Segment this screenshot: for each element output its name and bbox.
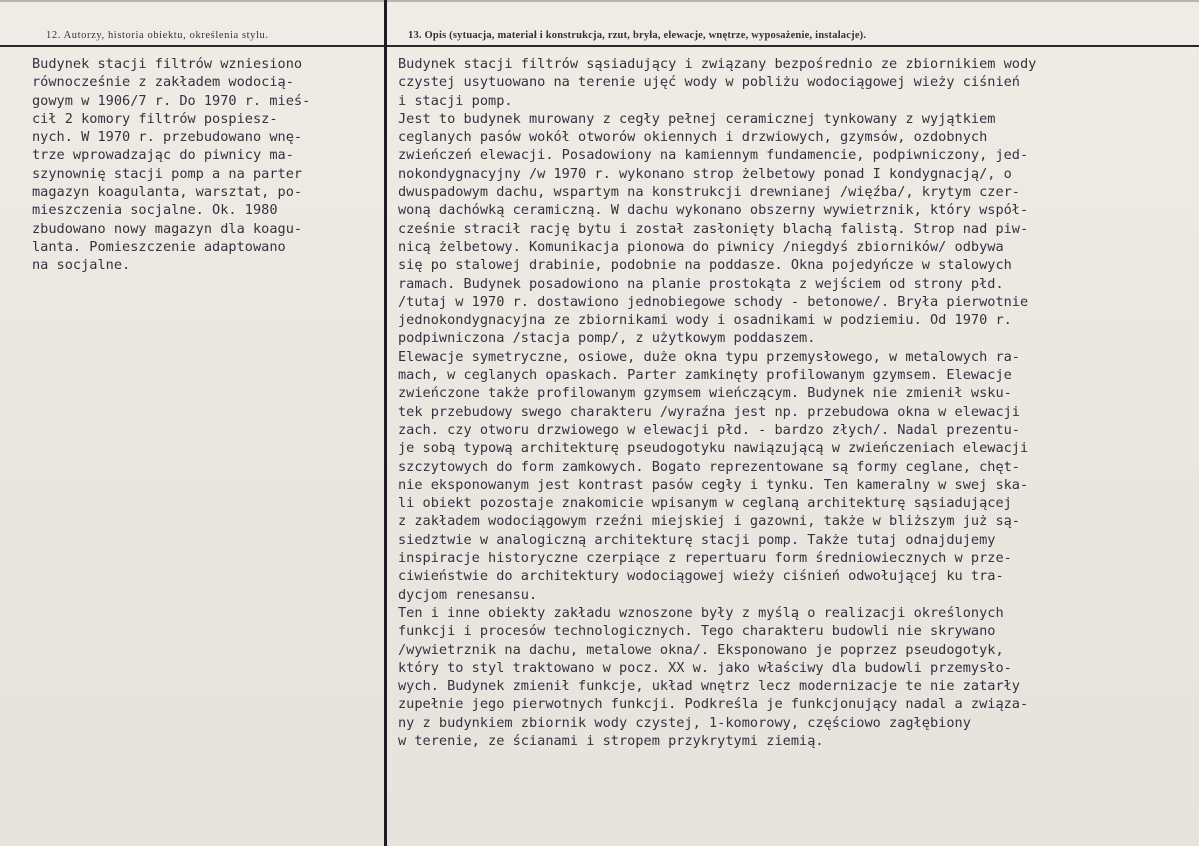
description-text-line: /wywietrznik na dachu, metalowe okna/. Eksponowano je poprzez pseudogotyk,: [398, 641, 1004, 658]
description-text-line: li obiekt pozostaje znakomicie wpisanym w ceglaną architekturę sąsiadującej: [398, 495, 1012, 512]
description-text-line: ny z budynkiem zbiornik wody czystej, 1-komorowy, częściowo zagłębiony: [398, 714, 971, 731]
description-text-line: podpiwniczona /stacja pomp/, z użytkowym poddaszem.: [398, 330, 816, 347]
history-text-line: równocześnie z zakładem wodocią-: [32, 74, 294, 91]
description-text-line: ciwieństwie do architektury wodociągowej wieży ciśnień odwołującej ku tra-: [398, 568, 1004, 585]
section-12-heading: 12. Autorzy, historia obiektu, określenia stylu.: [46, 30, 269, 41]
history-text-line: Budynek stacji filtrów wzniesiono: [32, 56, 303, 72]
description-text-line: się po stalowej drabinie, podobnie na poddasze. Okna pojedyńcze w stalowych: [398, 257, 1012, 274]
description-text-line: je sobą typową architekturę pseudogotyku nawiązującą w zwieńczeniach elewacji: [398, 440, 1029, 457]
description-text-line: jednokondygnacyjna ze zbiornikami wody i osadnikami w podziemiu. Od 1970 r.: [398, 312, 1012, 329]
description-text-line: /tutaj w 1970 r. dostawiono jednobiegowe schody - betonowe/. Bryła pierwotnie: [398, 293, 1029, 310]
history-text-line: zbudowano nowy magazyn dla koagu-: [32, 220, 303, 237]
description-text-line: wych. Budynek zmienił funkcje, układ wnętrz lecz modernizacje te nie zatarły: [398, 678, 1020, 695]
history-text-line: szynownię stacji pomp a na parter: [32, 165, 303, 182]
history-text-line: na socjalne.: [32, 257, 131, 274]
page-top-edge: [0, 0, 1199, 2]
description-text-line: inspiracje historyczne czerpiące z repertuaru form średniowiecznych w prze-: [398, 550, 1012, 567]
description-text-column: [398, 55, 1036, 750]
description-text-line: dycjom renesansu.: [398, 586, 538, 603]
history-text-line: nych. W 1970 r. przebudowano wnę-: [32, 129, 303, 146]
description-text-line: woną dachówką ceramiczną. W dachu wykonano obszerny wywietrznik, który współ-: [398, 202, 1029, 219]
description-text-line: siedztwie w analogiczną architekturę stacji pomp. Także tutaj odnajdujemy: [398, 531, 996, 548]
description-text-line: ceglanych pasów wokół otworów okiennych i drzwiowych, gzymsów, ozdobnych: [398, 129, 988, 146]
history-text-line: gowym w 1906/7 r. Do 1970 r. mieś-: [32, 92, 311, 109]
description-text-line: Elewacje symetryczne, osiowe, duże okna typu przemysłowego, w metalowych ra-: [398, 348, 1020, 365]
description-text-line: który to styl traktowano w pocz. XX w. jako właściwy dla budowli przemysło-: [398, 659, 1012, 676]
history-text-line: cił 2 komory filtrów pospiesz-: [32, 110, 278, 127]
description-text-line: ramach. Budynek posadowiono na planie prostokąta z wejściem od strony płd.: [398, 275, 1004, 292]
description-text-line: Ten i inne obiekty zakładu wznoszone były z myślą o realizacji określonych: [398, 604, 1004, 621]
header-rule-left: [0, 45, 384, 47]
description-text-line: szczytowych do form zamkowych. Bogato reprezentowane są formy ceglane, chęt-: [398, 458, 1020, 475]
description-text-line: i stacji pomp.: [398, 92, 513, 109]
history-text-line: magazyn koagulanta, warsztat, po-: [32, 184, 303, 201]
header-rule-right: [387, 45, 1199, 47]
description-text-line: z zakładem wodociągowym rzeźni miejskiej i gazowni, także w bliższym już są-: [398, 513, 1020, 530]
description-text-line: zwieńczeń elewacji. Posadowiony na kamiennym fundamencie, podpiwniczony, jed-: [398, 147, 1029, 164]
section-13-heading: 13. Opis (sytuacja, materiał i konstrukcja, rzut, bryła, elewacje, wnętrze, wyposażenie, instalacje).: [408, 30, 867, 41]
description-text-line: nie eksponowanym jest kontrast pasów cegły i tynku. Ten kameralny w swej ska-: [398, 476, 1029, 493]
description-text-line: Budynek stacji filtrów sąsiadujący i związany bezpośrednio ze zbiornikiem wody: [398, 56, 1037, 72]
description-text-line: funkcji i procesów technologicznych. Tego charakteru budowli nie skrywano: [398, 623, 996, 640]
description-text-line: zach. czy otworu drzwiowego w elewacji płd. - bardzo złych/. Nadal prezentu-: [398, 421, 1020, 438]
history-text-line: mieszczenia socjalne. Ok. 1980: [32, 202, 278, 219]
description-text-line: zupełnie jego pierwotnych funkcji. Podkreśla je funkcjonujący nadal a związa-: [398, 696, 1029, 713]
description-text-line: w terenie, ze ścianami i stropem przykrytymi ziemią.: [398, 732, 824, 749]
description-text-line: Jest to budynek murowany z cegły pełnej ceramicznej tynkowany z wyjątkiem: [398, 110, 996, 127]
description-text-line: zwieńczone także profilowanym gzymsem wieńczącym. Budynek nie zmienił wsku-: [398, 385, 1012, 402]
description-text-line: nokondygnacyjny /w 1970 r. wykonano strop żelbetowy ponad I kondygnacją/, o: [398, 165, 1012, 182]
history-text-line: trze wprowadzając do piwnicy ma-: [32, 147, 294, 164]
description-text-line: mach, w ceglanych opaskach. Parter zamkinęty profilowanym gzymsem. Elewacje: [398, 367, 1012, 384]
description-text-line: czystej usytuowano na terenie ujęć wody w pobliżu wodociągowej wieży ciśnień: [398, 74, 1020, 91]
history-text-line: lanta. Pomieszczenie adaptowano: [32, 238, 286, 255]
history-text-column: [32, 55, 310, 275]
description-text-line: tek przebudowy swego charakteru /wyraźna jest np. przebudowa okna w elewacji: [398, 403, 1020, 420]
description-text-line: nicą żelbetowy. Komunikacja pionowa do piwnicy /niegdyś zbiorników/ odbywa: [398, 238, 1004, 255]
description-text-line: dwuspadowym dachu, wspartym na konstrukcji drewnianej /więźba/, krytym czer-: [398, 184, 1020, 201]
description-text-line: cześnie stracił rację bytu i został zasłonięty blachą falistą. Strop nad piw-: [398, 220, 1029, 237]
column-divider: [384, 0, 387, 846]
